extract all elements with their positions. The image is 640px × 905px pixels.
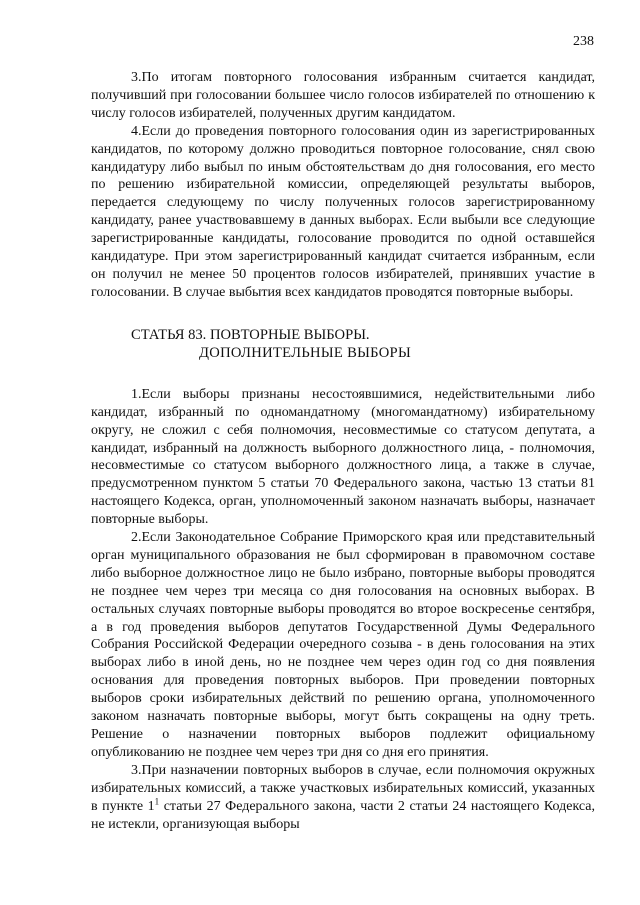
article-heading-line-1: СТАТЬЯ 83. ПОВТОРНЫЕ ВЫБОРЫ. [131, 326, 370, 343]
article-heading-line-2: ДОПОЛНИТЕЛЬНЫЕ ВЫБОРЫ [199, 344, 411, 361]
paragraph-with-footnote [91, 762, 595, 834]
paragraph-text-part: статьи 27 Федерального закона, части 2 статьи 24 настоящего Кодекса, не истекли, организующая выборы [91, 798, 595, 832]
document-body [91, 69, 595, 833]
paragraph: 2.Если Законодательное Собрание Приморского края или представительный орган муниципального образования не был сформирован в правомочном составе либо выборное должностное лицо не было избрано, повторные выборы проводятся не позднее чем через три месяца со дня голосования на основных выборах. В остальных случаях повторные выборы проводятся во второе воскресенье сентября, а в год проведения выборов депутатов Государственной Думы Федерального Собрания Российской Федерации очередного созыва - в день голосования на этих выборах либо в иной день, но не позднее чем через один год со дня появления основания для проведения повторных выборов. При проведении повторных выборов сроки избирательных действий по решению органа, уполномоченного законом назначать повторные выборы, могут быть сокращены на одну треть. Решение о назначении повторных выборов подлежит официальному опубликованию не позднее чем через три дня со дня его принятия. [91, 530, 595, 760]
page-number: 238 [573, 34, 594, 49]
paragraph: 3.По итогам повторного голосования избранным считается кандидат, получивший при голосовании большее число голосов избирателей по отношению к числу голосов избирателей, полученных другим кандидатом. [91, 70, 595, 121]
article-heading [91, 326, 595, 362]
paragraph-text-part: 3.При назначении повторных выборов в случае, если полномочия окружных избирательных комиссий, а также участковых избирательных комиссий, указанных в пункте 1 [91, 762, 595, 814]
paragraph: 4.Если до проведения повторного голосования один из зарегистрированных кандидатов, по которому должно проводиться повторное голосование, снял свою кандидатуру либо выбыл по иным обстоятельствам до дня голосования, его место по решению избирательной комиссии, определяющей результаты выборов, передается следующему по числу полученных голосов зарегистрированному кандидату, ранее участвовавшему в данных выборах. Если выбыли все следующие зарегистрированные кандидаты, голосование проводится по одной оставшейся кандидатуре. При этом зарегистрированный кандидат считается избранным, если он получил не менее 50 процентов голосов избирателей, принявших участие в голосовании. В случае выбытия всех кандидатов проводятся повторные выборы. [91, 123, 595, 300]
footnote-superscript: 1 [154, 795, 160, 806]
paragraph: 1.Если выборы признаны несостоявшимися, недействительными либо кандидат, избранный по одномандатному (многомандатному) избирательному округу, не сложил с себя полномочия, несовместимые со статусом депутата, а кандидат, избранный на должность выборного должностного лица, - полномочия, несовместимые со статусом выборного должностного лица, а также в случае, предусмотренном пунктом 5 статьи 70 Федерального закона, частью 13 статьи 81 настоящего Кодекса, орган, уполномоченный законом назначать выборы, назначает повторные выборы. [91, 386, 595, 528]
